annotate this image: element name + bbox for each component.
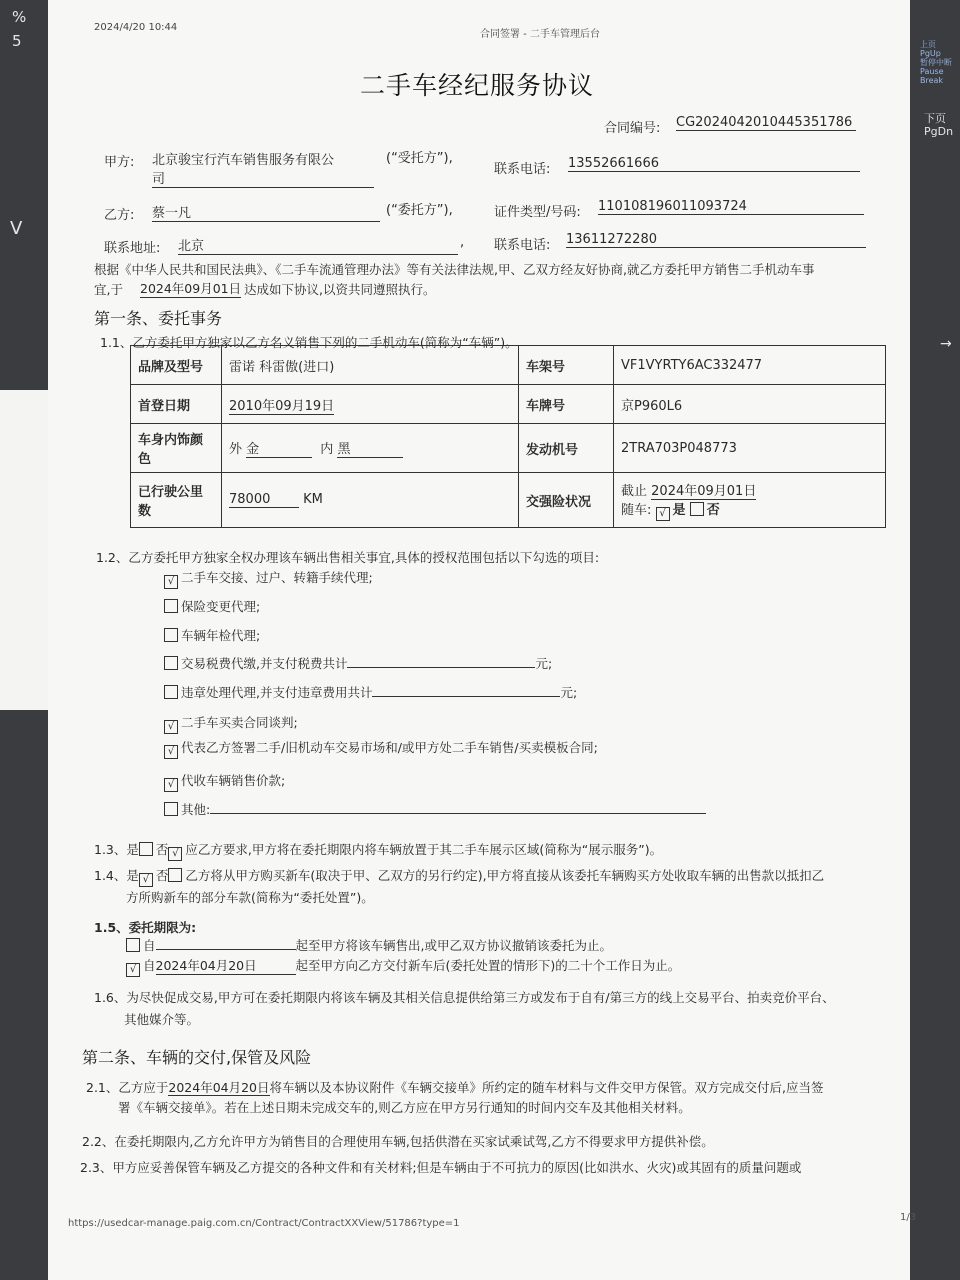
clause-1-4-no: 否 bbox=[155, 868, 169, 883]
section1-title: 第一条、委托事务 bbox=[94, 309, 223, 328]
party-b-role: (“委托方”), bbox=[386, 203, 453, 218]
scope-label: 交易税费代缴,并支付税费共计 bbox=[181, 656, 348, 671]
color-label: 车身内饰颜色 bbox=[131, 424, 222, 473]
plate-label: 车牌号 bbox=[519, 385, 614, 424]
brand-label: 品牌及型号 bbox=[131, 346, 222, 385]
scope-item[interactable] bbox=[164, 800, 706, 818]
party-b-phone-label: 联系电话: bbox=[494, 238, 551, 253]
party-a-label: 甲方: bbox=[104, 155, 135, 170]
table-row bbox=[131, 346, 886, 385]
exterior-prefix: 外 bbox=[229, 442, 243, 457]
scope-suffix: 元; bbox=[535, 656, 553, 671]
party-a-name-line2: 司 bbox=[152, 168, 374, 188]
clause-2-1-b: 将车辆以及本协议附件《车辆交接单》所约定的随车材料与文件交甲方保管。双方完成交付后,应当签 bbox=[269, 1080, 824, 1095]
clause-2-1-date: 2024年04月20日 bbox=[168, 1080, 270, 1095]
intro-line2-b: 达成如下协议,以资共同遵照执行。 bbox=[244, 282, 436, 297]
scope-label: 保险变更代理; bbox=[181, 599, 261, 614]
clause-1-4 bbox=[94, 866, 824, 887]
violation-amount-blank[interactable] bbox=[372, 684, 560, 697]
scope-label: 代收车辆销售价款; bbox=[181, 773, 286, 788]
exterior-color: 金 bbox=[246, 438, 312, 458]
clause-1-6-line2: 其他媒介等。 bbox=[124, 1012, 200, 1027]
mileage-label: 已行驶公里数 bbox=[131, 473, 222, 528]
keyboard-key-pgup: 上页 PgUp 暂停中断 Pause Break bbox=[920, 40, 952, 85]
keyboard-key-v: V bbox=[10, 218, 23, 239]
disposal-yes-checkbox[interactable]: √ bbox=[139, 873, 153, 887]
clause-2-1-line2: 署《车辆交接单》。若在上述日期未完成交车的,则乙方应在甲方另行通知的时间内交车及其他相关材料。 bbox=[118, 1100, 691, 1115]
insurance-cell bbox=[614, 473, 886, 528]
clause-1-3-text: 应乙方要求,甲方将在委托期限内将车辆放置于其二手车展示区域(简称为“展示服务”)。 bbox=[185, 842, 663, 857]
vin-value: VF1VYRTY6AC332477 bbox=[614, 346, 886, 385]
contract-title: 二手车经纪服务协议 bbox=[360, 71, 595, 100]
clause-2-1-a: 2.1、乙方应于 bbox=[86, 1080, 169, 1095]
color-cell bbox=[222, 424, 519, 473]
reg-date-value: 2010年09月19日 bbox=[229, 398, 335, 414]
party-a-phone-label: 联系电话: bbox=[494, 162, 551, 177]
clause-2-1 bbox=[86, 1078, 824, 1096]
insurance-yes-checkbox[interactable]: √ bbox=[656, 507, 670, 521]
clause-2-2: 2.2、在委托期限内,乙方允许甲方为销售目的合理使用车辆,包括供潜在买家试乘试驾,乙方不得要求甲方提供补偿。 bbox=[82, 1134, 714, 1149]
scope-label: 违章处理代理,并支付违章费用共计 bbox=[181, 685, 373, 700]
party-a-phone: 13552661666 bbox=[568, 156, 860, 172]
insurance-with-car: 随车: bbox=[621, 502, 652, 518]
scope-checkbox[interactable] bbox=[164, 628, 178, 642]
display-no-checkbox[interactable]: √ bbox=[168, 847, 182, 861]
insurance-yes-label: 是 bbox=[672, 502, 686, 518]
insurance-label: 交强险状况 bbox=[519, 473, 614, 528]
other-blank[interactable] bbox=[210, 801, 706, 814]
term-option-2-checkbox[interactable]: √ bbox=[126, 963, 140, 977]
keyboard-key-arrow: → bbox=[940, 336, 952, 352]
party-b-id: 110108196011093724 bbox=[598, 199, 864, 215]
scope-checkbox[interactable] bbox=[164, 599, 178, 613]
interior-color: 黑 bbox=[337, 438, 403, 458]
contract-no-value: CG2024042010445351786 bbox=[676, 115, 856, 131]
address-label: 联系地址: bbox=[104, 241, 161, 256]
clause-1-3-no: 否 bbox=[155, 842, 169, 857]
keyboard-key-percent: % bbox=[12, 8, 27, 26]
scope-checkbox[interactable]: √ bbox=[164, 745, 178, 759]
clause-1-3-yes: 1.3、是 bbox=[94, 842, 139, 857]
tax-amount-blank[interactable] bbox=[347, 655, 535, 668]
engine-label: 发动机号 bbox=[519, 424, 614, 473]
scope-label: 其他: bbox=[181, 802, 211, 817]
keyboard-key-pgdn: 下页 PgDn bbox=[924, 112, 954, 138]
term-option-2-date: 2024年04月20日 bbox=[156, 956, 296, 975]
footer-page-number: 1/3 bbox=[900, 1212, 917, 1223]
vin-label: 车架号 bbox=[519, 346, 614, 385]
insurance-no-label: 否 bbox=[706, 502, 720, 518]
party-b-id-label: 证件类型/号码: bbox=[494, 205, 581, 220]
clause-1-5-title: 1.5、委托期限为: bbox=[94, 920, 197, 935]
scope-label: 车辆年检代理; bbox=[181, 628, 261, 643]
print-app-title: 合同签署 - 二手车管理后台 bbox=[480, 29, 600, 40]
insurance-date: 2024年09月01日 bbox=[651, 483, 757, 499]
scope-item[interactable] bbox=[164, 771, 285, 792]
clause-1-4-yes: 1.4、是 bbox=[94, 868, 139, 883]
insurance-no-checkbox[interactable] bbox=[690, 502, 704, 516]
address-comma: , bbox=[460, 235, 465, 250]
scope-label: 二手车交接、过户、转籍手续代理; bbox=[181, 570, 373, 585]
plate-value: 京P960L6 bbox=[614, 385, 886, 424]
disposal-no-checkbox[interactable] bbox=[168, 868, 182, 882]
scope-item[interactable] bbox=[164, 626, 260, 644]
insurance-prefix: 截止 bbox=[621, 483, 648, 499]
intro-line1: 根据《中华人民共和国民法典》、《二手车流通管理办法》等有关法律法规,甲、乙双方经友好协商,就乙方委托甲方销售二手机动车事 bbox=[94, 262, 815, 277]
table-row bbox=[131, 473, 886, 528]
scope-label: 二手车买卖合同谈判; bbox=[181, 715, 298, 730]
party-b-name: 蔡一凡 bbox=[152, 202, 380, 222]
clause-1-2: 1.2、乙方委托甲方独家全权办理该车辆出售相关事宜,具体的授权范围包括以下勾选的项目: bbox=[96, 550, 600, 565]
clause-1-1: 1.1、乙方委托甲方独家以乙方名义销售下列的二手机动车(简称为“车辆”)。 bbox=[100, 335, 518, 350]
table-row bbox=[131, 424, 886, 473]
clause-1-6-line1: 1.6、为尽快促成交易,甲方可在委托期限内将该车辆及其相关信息提供给第三方或发布于自有/第三方的线上交易平台、拍卖竞价平台、 bbox=[94, 990, 835, 1005]
intro-date: 2024年09月01日 bbox=[140, 281, 242, 296]
intro-line2-a: 宜,于 bbox=[94, 282, 123, 297]
party-b-label: 乙方: bbox=[104, 208, 135, 223]
term-option-1[interactable] bbox=[126, 936, 612, 954]
term-option-1-text: 起至甲方将该车辆售出,或甲乙双方协议撤销该委托为止。 bbox=[295, 938, 612, 953]
mileage-value: 78000 bbox=[229, 492, 299, 508]
section2-title: 第二条、车辆的交付,保管及风险 bbox=[82, 1048, 312, 1067]
scope-label: 代表乙方签署二手/旧机动车交易市场和/或甲方处二手车销售/买卖模板合同; bbox=[181, 740, 598, 755]
scope-suffix: 元; bbox=[560, 685, 578, 700]
reg-date-cell bbox=[222, 385, 519, 424]
scope-item[interactable] bbox=[164, 568, 373, 589]
table-row bbox=[131, 385, 886, 424]
footer-url: https://usedcar-manage.paig.com.cn/Contract/ContractXXView/51786?type=1 bbox=[68, 1218, 460, 1229]
clause-1-3 bbox=[94, 840, 662, 861]
mileage-cell bbox=[222, 473, 519, 528]
clause-1-4-text: 乙方将从甲方购买新车(取决于甲、乙双方的另行约定),甲方将直接从该委托车辆购买方处收取车辆的出售款以抵扣乙 bbox=[185, 868, 825, 883]
brand-value: 雷诺 科雷傲(进口) bbox=[222, 346, 519, 385]
scope-checkbox[interactable]: √ bbox=[164, 720, 178, 734]
term-option-1-from: 自 bbox=[143, 938, 156, 953]
contract-page bbox=[48, 0, 917, 1280]
print-datetime: 2024/4/20 10:44 bbox=[94, 22, 178, 33]
scope-item[interactable] bbox=[164, 683, 577, 701]
mileage-unit: KM bbox=[303, 492, 323, 507]
scope-checkbox[interactable] bbox=[164, 802, 178, 816]
clause-2-3: 2.3、甲方应妥善保管车辆及乙方提交的各种文件和有关材料;但是车辆由于不可抗力的原因(比如洪水、火灾)或其固有的质量问题或 bbox=[80, 1160, 802, 1175]
scope-item[interactable] bbox=[164, 738, 598, 759]
term-option-1-date-blank[interactable] bbox=[156, 937, 296, 950]
scope-checkbox[interactable]: √ bbox=[164, 575, 178, 589]
term-option-2[interactable] bbox=[126, 956, 680, 977]
term-option-1-checkbox[interactable] bbox=[126, 938, 140, 952]
address-value: 北京 bbox=[178, 235, 458, 255]
keyboard-key-5: 5 bbox=[12, 32, 22, 50]
party-b-phone: 13611272280 bbox=[566, 232, 866, 248]
display-yes-checkbox[interactable] bbox=[139, 842, 153, 856]
engine-value: 2TRA703P048773 bbox=[614, 424, 886, 473]
scope-item[interactable] bbox=[164, 597, 260, 615]
scope-item[interactable] bbox=[164, 654, 552, 672]
vehicle-table bbox=[130, 345, 886, 528]
party-a-name-line1: 北京骏宝行汽车销售服务有限公 bbox=[152, 153, 335, 168]
scope-checkbox[interactable]: √ bbox=[164, 778, 178, 792]
term-option-2-from: 自 bbox=[143, 958, 156, 973]
contract-no-label: 合同编号: bbox=[604, 121, 661, 136]
party-a-role: (“受托方”), bbox=[386, 151, 453, 166]
scope-item[interactable] bbox=[164, 713, 298, 734]
term-option-2-text: 起至甲方向乙方交付新车后(委托处置的情形下)的二十个工作日为止。 bbox=[295, 958, 681, 973]
reg-date-label: 首登日期 bbox=[131, 385, 222, 424]
interior-prefix: 内 bbox=[320, 442, 334, 457]
scope-checkbox[interactable] bbox=[164, 656, 178, 670]
scope-checkbox[interactable] bbox=[164, 685, 178, 699]
clause-1-4-line2: 方所购新车的部分车款(简称为“委托处置”)。 bbox=[126, 890, 374, 905]
